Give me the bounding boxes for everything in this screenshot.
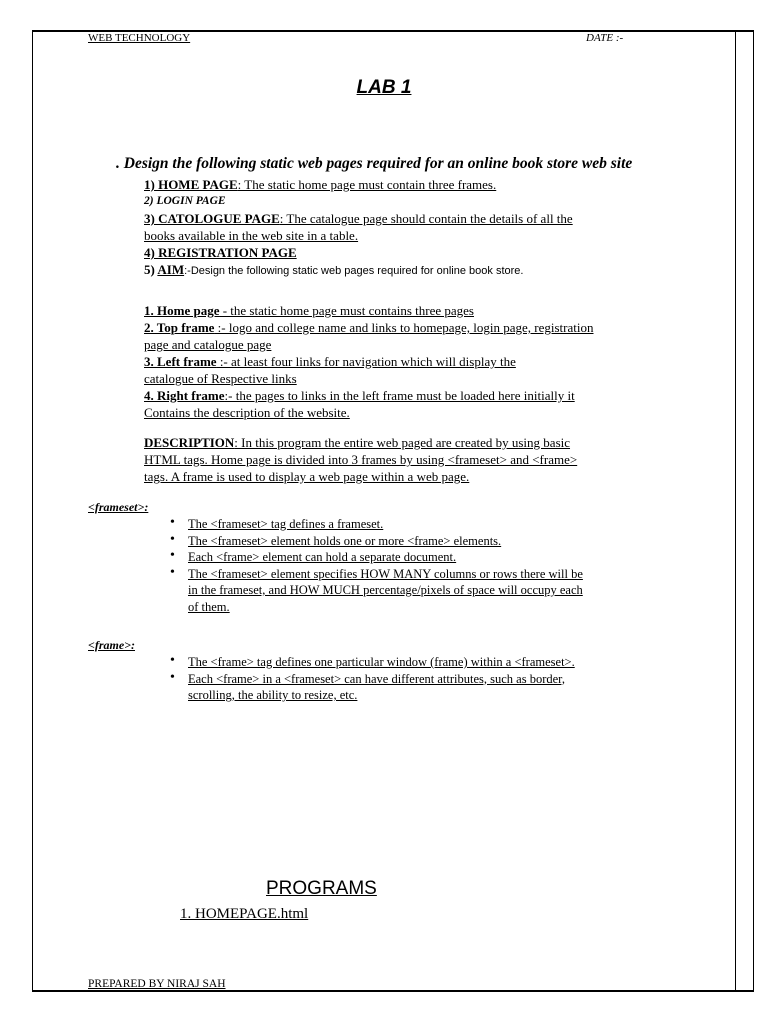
description-label: DESCRIPTION <box>144 435 235 450</box>
frame-right-text-2: Contains the description of the website. <box>144 405 350 420</box>
item-home-page <box>144 176 674 193</box>
frames-list <box>144 302 674 421</box>
header-date: DATE :- <box>586 32 624 44</box>
lab-title: LAB 1 <box>356 77 412 98</box>
programs-title: PROGRAMS <box>266 878 377 899</box>
program-item <box>180 906 308 923</box>
main-heading: . Design the following static web pages required for an online book store web site <box>116 155 633 172</box>
description-line-1 <box>144 434 674 451</box>
item-home-page-text: : The static home page must contain three frames. <box>237 177 497 192</box>
list-item: • The <frameset> element specifies HOW MANY columns or rows there will be <box>170 566 583 583</box>
frame-top-label: 2. Top frame <box>144 320 215 335</box>
frame-right-text-1: :- the pages to links in the left frame must be loaded here initially it <box>224 388 575 403</box>
program-item-text: 1. HOMEPAGE.html <box>180 906 309 922</box>
description-text-2: HTML tags. Home page is divided into 3 frames by using <frameset> and <frame> <box>144 452 578 467</box>
page-side-strip <box>736 30 754 992</box>
description-text-3: tags. A frame is used to display a web page within a web page. <box>144 469 470 484</box>
header-subject: WEB TECHNOLOGY <box>88 32 191 44</box>
item-login-page: 2) LOGIN PAGE <box>144 195 226 207</box>
description-block <box>144 434 674 485</box>
item-catalogue-page <box>144 210 674 227</box>
item-aim-label: AIM <box>157 262 185 277</box>
frameset-bullets <box>170 516 583 615</box>
frame-left-text-1: :- at least four links for navigation which will display the <box>216 354 516 369</box>
frame-top <box>144 319 674 336</box>
list-item: • The <frame> tag defines one particular window (frame) within a <frameset>. <box>170 654 575 671</box>
frame-home <box>144 302 674 319</box>
frame-home-text: - the static home page must contains three pages <box>219 303 474 318</box>
frame-top-text-2: page and catalogue page <box>144 337 272 352</box>
item-home-page-label: 1) HOME PAGE <box>144 177 238 192</box>
frame-bullets <box>170 654 575 704</box>
list-item-continuation: in the frameset, and HOW MUCH percentage/pixels of space will occupy each <box>188 583 583 597</box>
frame-left-label: 3. Left frame <box>144 354 217 369</box>
list-item: • Each <frame> in a <frameset> can have different attributes, such as border, <box>170 671 575 688</box>
item-aim <box>144 261 674 280</box>
footer-author: PREPARED BY NIRAJ SAH <box>88 978 226 990</box>
item-aim-text: :-Design the following static web pages required for online book store. <box>184 265 524 277</box>
frame-top-text-1: :- logo and college name and links to homepage, login page, registration <box>214 320 594 335</box>
item-aim-prefix: 5) <box>144 262 158 277</box>
item-catalogue-label: 3) CATOLOGUE PAGE <box>144 211 280 226</box>
item-catalogue-text-1: : The catalogue page should contain the details of all the <box>279 211 573 226</box>
numbered-list <box>144 176 674 280</box>
frameset-heading: <frameset>: <box>88 500 149 514</box>
list-item-continuation: of them. <box>188 599 230 614</box>
frame-right <box>144 387 674 404</box>
item-catalogue-text-2: books available in the web site in a table. <box>144 228 359 243</box>
frame-right-label: 4. Right frame <box>144 388 225 403</box>
list-item: • The <frameset> element holds one or more <frame> elements. <box>170 533 583 550</box>
list-item: • Each <frame> element can hold a separate document. <box>170 549 583 566</box>
list-item: • The <frameset> tag defines a frameset. <box>170 516 583 533</box>
frame-heading: <frame>: <box>88 638 135 652</box>
list-item-continuation: scrolling, the ability to resize, etc. <box>188 688 358 702</box>
frame-left <box>144 353 674 370</box>
description-text-1: : In this program the entire web paged are created by using basic <box>234 435 571 450</box>
item-registration-page: 4) REGISTRATION PAGE <box>144 245 297 260</box>
frame-home-label: 1. Home page <box>144 303 220 318</box>
frame-left-text-2: catalogue of Respective links <box>144 371 297 386</box>
